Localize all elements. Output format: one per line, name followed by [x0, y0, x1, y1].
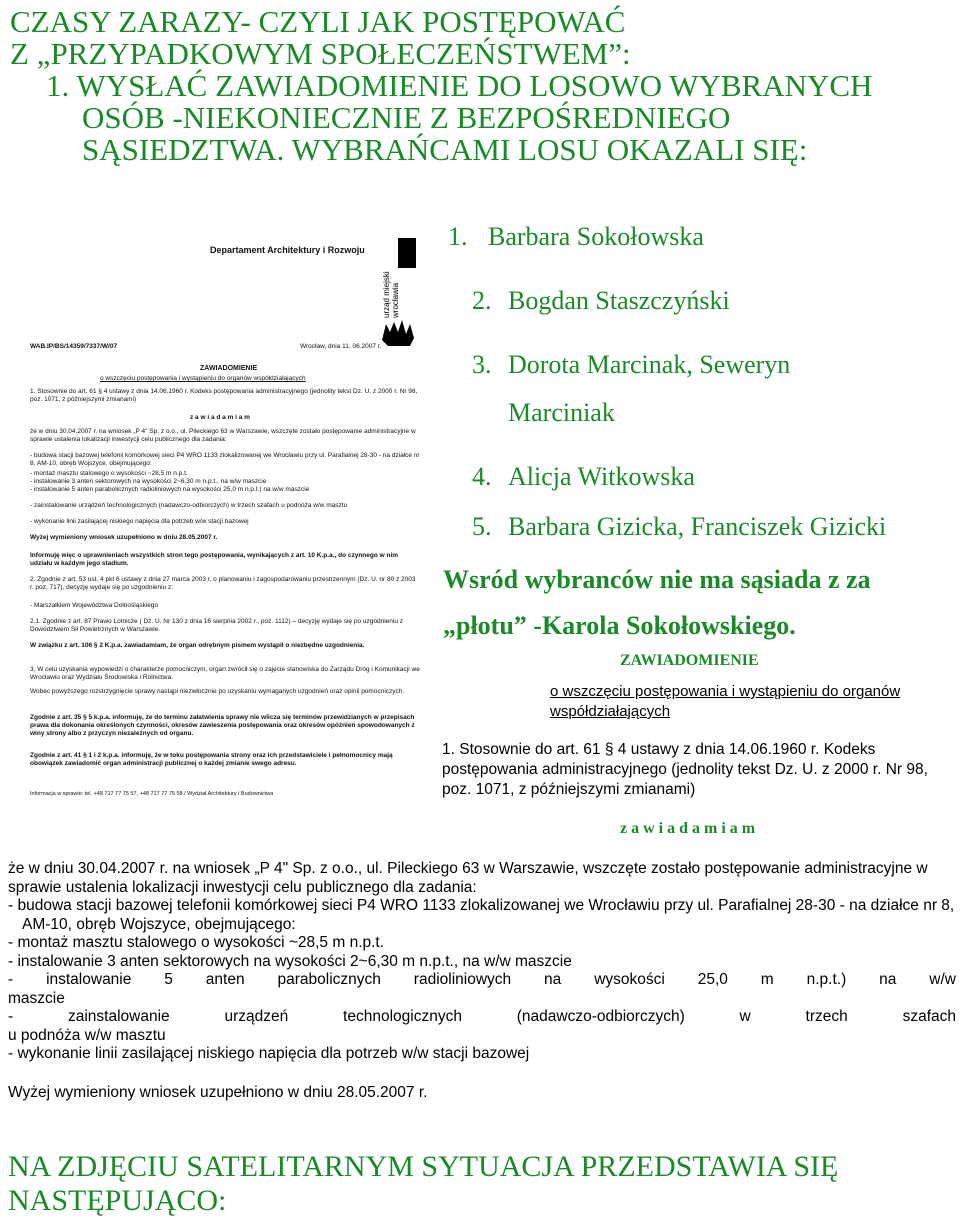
scan-date: Wrocław, dnia 11. 06.2007 r. — [300, 343, 382, 350]
city-logo — [380, 238, 420, 348]
scan-para-4: - montaż masztu stalowego o wysokości ~28,5 m n.p.t. — [30, 470, 188, 477]
city-emblem-icon — [380, 318, 418, 348]
header-line-5: SĄSIEDZTWA. WYBRAŃCAMI LOSU OKAZALI SIĘ: — [82, 132, 808, 167]
body-paragraph-7: - wykonanie linii zasilającej niskiego napięcia dla potrzeb w/w stacji bazowej — [8, 1045, 530, 1062]
neighbor-note — [443, 557, 871, 649]
scan-para-2: że w dniu 30.04.2007 r. na wniosek „P 4" Sp. z o.o., ul. Pileckiego 63 w Warszawie, wszczęte zostało postępowanie administracyjne w sprawie ustalenia lokalizacji inwestycji celu publicznego dla zadania: — [30, 428, 416, 443]
list-item: 2. Bogdan Staszczyński — [472, 286, 730, 315]
footer-heading — [8, 1150, 838, 1218]
scan-para-13: 2.1. Zgodnie z art. 87 Prawo Lotnicze ( Dz. U. Nr 130 z dnia 16 sierpnia 2002 r., poz. 1112) – decyzję wydaje się po uzgodnieniu z Dowództwem Sił Powietrznych w Warszawie. — [30, 618, 403, 633]
note-line-1: Wsród wybranców nie ma sąsiada z za — [443, 565, 871, 594]
notice-zawiadamiam: zawiadamiam — [620, 820, 760, 837]
body-paragraph-1: że w dniu 30.04.2007 r. na wniosek „P 4" Sp. z o.o., ul. Pileckiego 63 w Warszawie, wszczęte zostało postępowanie administracyjne w sprawie ustalenia lokalizacji inwestycji celu publicznego dla zadania: — [8, 860, 928, 896]
body-paragraph-3: - montaż masztu stalowego o wysokości ~28,5 m n.p.t. — [8, 934, 385, 951]
header-line-4: OSÓB -NIEKONIECZNIE Z BEZPOŚREDNIEGO — [82, 100, 731, 135]
list-item: 5. Barbara Gizicka, Franciszek Gizicki — [472, 512, 887, 541]
logo-text: urząd miejski wrocławia — [382, 271, 400, 318]
scan-zawiadamiam: z a w i a d a m i a m — [190, 414, 250, 421]
list-item: Marciniak — [508, 398, 615, 427]
scan-title: ZAWIADOMIENIE — [200, 365, 258, 372]
body-paragraph-6b: u podnóża w/w masztu — [8, 1026, 166, 1044]
scan-para-3: - budowa stacji bazowej telefonii komórkowej sieci P4 WRO 1133 zlokalizowanej we Wrocławiu przy ul. Parafialnej 28-30 - na działce nr 8, AM-10, obręb Wojszyce, obejmującego: — [30, 452, 420, 467]
header-line-2: Z „PRZYPADKOWYM SPOŁECZEŃSTWEM”: — [10, 36, 631, 71]
note-line-2: „płotu” -Karola Sokołowskiego. — [443, 611, 796, 640]
list-item: 4. Alicja Witkowska — [472, 462, 695, 491]
scan-ref: WAB.IP/BS/14359/7337/W/07 — [30, 343, 118, 350]
scan-para-7: - zainstalowanie urządzeń technologicznych (nadawczo-odbiorczych) w trzech szafach u podnóża w/w masztu — [30, 502, 348, 509]
scan-para-1: 1. Stosownie do art. 61 § 4 ustawy z dnia 14.06.1960 r. Kodeks postępowania administracyjnego (jednolity tekst Dz. U. z 2000 r. Nr 98, poz. 1071, z późniejszymi zmianami) — [30, 388, 418, 403]
scan-para-6: - instalowanie 5 anten parabolicznych radioliniowych na wysokości 25,0 m n.p.t.) na w/w maszcie — [30, 486, 310, 493]
page-header — [10, 6, 872, 166]
footer-line-2: NASTĘPUJĄCO: — [8, 1184, 227, 1217]
footer-line-1: NA ZDJĘCIU SATELITARNYM SYTUACJA PRZEDSTAWIA SIĘ — [8, 1150, 839, 1183]
list-item: 3. Dorota Marcinak, Seweryn — [472, 350, 791, 379]
body-paragraph-6a: - zainstalowanie urządzeń technologicznych (nadawczo-odbiorczych) w trzech szafach — [8, 1008, 956, 1025]
scanned-notice-document — [30, 238, 425, 838]
scan-para-16: Wobec powyższego rozstrzygnięcie sprawy nastąpi niezwłocznie po uzyskaniu wymaganych uzgodnień oraz opinii pomocniczych. — [30, 688, 405, 695]
scan-para-12: - Marszałkiem Województwa Dolnośląskiego — [30, 602, 159, 609]
body-paragraph-8: Wyżej wymieniony wniosek uzupełniono w dniu 28.05.2007 r. — [8, 1083, 428, 1101]
scan-para-17: Zgodnie z art. 35 § 5 k.p.a. informuję, że do terminu załatwienia sprawy nie wlicza się terminów przewidzianych w przepisach prawa dla dokonania określonych czynności, okresów zawieszenia postępowania oraz okresów opóźnień spowodowanych z winy strony albo z przyczyn niezależnych od organu. — [30, 714, 415, 737]
notice-title: ZAWIADOMIENIE — [620, 652, 759, 669]
scan-para-9: Wyżej wymieniony wniosek uzupełniono w dniu 28.05.2007 r. — [30, 534, 218, 541]
notice-article: 1. Stosownie do art. 61 § 4 ustawy z dnia 14.06.1960 r. Kodeks postępowania administracyjnego (jednolity tekst Dz. U. z 2000 r. Nr 98, poz. 1071, z późniejszymi zmianami) — [442, 741, 928, 798]
scan-para-14: W związku z art. 106 § 2 K.p.a. zawiadamiam, że organ odrębnym pismem wystąpił o niezbędne uzgodnienia. — [30, 642, 365, 649]
scan-para-11: 2. Zgodnie z art. 53 ust. 4 pkt 6 ustawy z dnia 27 marca 2003 r. o planowaniu i zagospodarowaniu przestrzennym (Dz. U. nr 80 z 2003 r. poz. 717), decyzję wydaje się po uzgodnieniu z: — [30, 576, 416, 591]
scan-para-8: - wykonanie linii zasilającej niskiego napięcia dla potrzeb w/w stacji bazowej — [30, 518, 249, 525]
scan-department: Departament Architektury i Rozwoju — [210, 245, 365, 255]
scan-para-5: - instalowanie 3 anten sektorowych na wysokości 2~6,30 m n.p.t., na w/w maszcie — [30, 478, 267, 485]
scan-subtitle: o wszczęciu postępowania i wystąpieniu do organów współdziałających — [100, 375, 306, 382]
scan-para-10: Informuję więc o uprawnieniach wszystkich stron tego postępowania, wynikających z art. 10 K.p.a., do czynnego w nim udziału w każdym jego stadium. — [30, 552, 399, 567]
scan-para-15: 3. W celu uzyskania wypowiedzi o charakterze pomocniczym, organ zwrócił się o zajęcie stanowiska do Zarządu Dróg i Komunikacji we Wrocławiu oraz Wydziału Środowiska i Rolnictwa. — [30, 666, 420, 681]
scan-contact: Informacja w sprawie: tel. +48 717 77 75 57, +48 717 77 75 58 / Wydział Architektury i Budownictwa — [30, 791, 274, 797]
body-paragraph-4: - instalowanie 3 anten sektorowych na wysokości 2~6,30 m n.p.t., na w/w maszcie — [8, 952, 572, 970]
notice-body — [8, 860, 956, 1102]
body-paragraph-5a: - instalowanie 5 anten parabolicznych radioliniowych na wysokości 25,0 m n.p.t.) na w/w — [8, 971, 956, 988]
notice-subtitle: o wszczęciu postępowania i wystąpieniu do organów współdziałających — [550, 683, 901, 720]
scan-para-18: Zgodnie z art. 41 § 1 i 2 k.p.a. informuję, że w toku postępowania strony oraz ich przedstawiciele i pełnomocnicy mają obowiązek zawiadomić organ administracji publicznej o każdej zmianie swego adresu. — [30, 752, 393, 767]
body-paragraph-5b: maszcie — [8, 989, 65, 1007]
body-paragraph-2: - budowa stacji bazowej telefonii komórkowej sieci P4 WRO 1133 zlokalizowanej we Wrocławiu przy ul. Parafialnej 28-30 - na działce nr 8, AM-10, obręb Wojszyce, obejmującego: — [8, 897, 955, 933]
list-item: 1. Barbara Sokołowska — [448, 222, 704, 251]
header-line-1: CZASY ZARAZY- CZYLI JAK POSTĘPOWAĆ — [10, 4, 626, 39]
header-line-3: 1. WYSŁAĆ ZAWIADOMIENIE DO LOSOWO WYBRANYCH — [46, 68, 873, 103]
